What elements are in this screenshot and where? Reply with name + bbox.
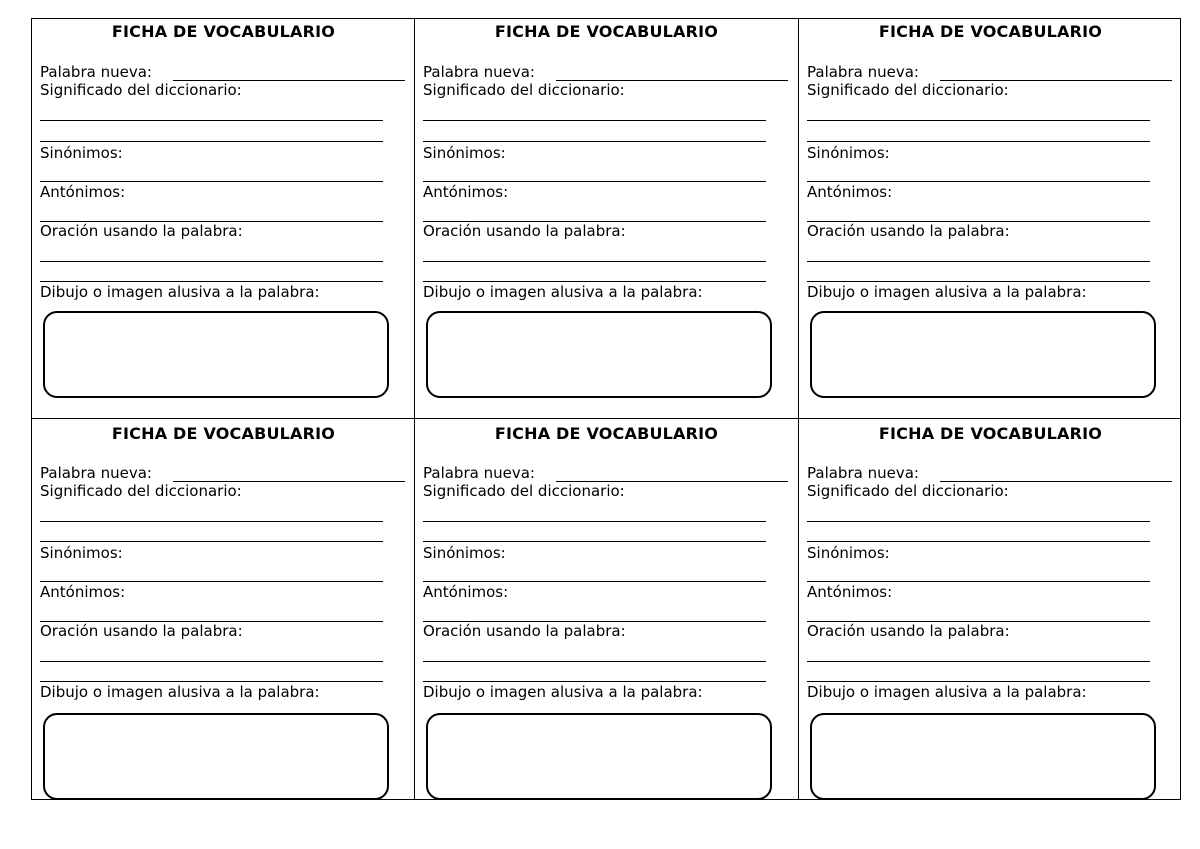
meaning-line-2[interactable] (807, 141, 1150, 142)
vocabulary-card (799, 19, 1180, 419)
dictionary-meaning-label: Significado del diccionario: (40, 81, 242, 99)
sentence-line-1[interactable] (40, 261, 383, 262)
meaning-line-1[interactable] (807, 521, 1150, 522)
vocabulary-sheet (31, 18, 1181, 800)
antonyms-label: Antónimos: (40, 583, 126, 601)
meaning-line-1[interactable] (423, 521, 766, 522)
synonyms-line[interactable] (40, 581, 383, 582)
card-title: FICHA DE VOCABULARIO (494, 22, 719, 41)
antonyms-label: Antónimos: (423, 183, 509, 201)
sentence-label: Oración usando la palabra: (40, 622, 243, 640)
card-title: FICHA DE VOCABULARIO (878, 22, 1103, 41)
sentence-line-2[interactable] (423, 681, 766, 682)
sentence-line-1[interactable] (423, 661, 766, 662)
drawing-label: Dibujo o imagen alusiva a la palabra: (807, 683, 1087, 701)
sentence-line-2[interactable] (423, 281, 766, 282)
drawing-label: Dibujo o imagen alusiva a la palabra: (807, 283, 1087, 301)
drawing-box[interactable] (426, 713, 772, 799)
sentence-label: Oración usando la palabra: (423, 622, 626, 640)
sentence-line-1[interactable] (40, 661, 383, 662)
synonyms-line[interactable] (423, 581, 766, 582)
card-title: FICHA DE VOCABULARIO (878, 424, 1103, 443)
drawing-box[interactable] (810, 713, 1156, 799)
meaning-line-1[interactable] (40, 521, 383, 522)
synonyms-line[interactable] (807, 581, 1150, 582)
dictionary-meaning-label: Significado del diccionario: (807, 81, 1009, 99)
drawing-box[interactable] (426, 311, 772, 398)
new-word-label: Palabra nueva: (40, 63, 152, 81)
sentence-line-2[interactable] (40, 681, 383, 682)
drawing-label: Dibujo o imagen alusiva a la palabra: (40, 283, 320, 301)
sentence-line-1[interactable] (807, 661, 1150, 662)
meaning-line-1[interactable] (423, 120, 766, 121)
synonyms-label: Sinónimos: (423, 144, 506, 162)
sentence-label: Oración usando la palabra: (807, 222, 1010, 240)
drawing-box[interactable] (43, 311, 389, 398)
new-word-label: Palabra nueva: (423, 63, 535, 81)
synonyms-line[interactable] (423, 181, 766, 182)
meaning-line-2[interactable] (423, 141, 766, 142)
synonyms-line[interactable] (40, 181, 383, 182)
antonyms-label: Antónimos: (807, 183, 893, 201)
synonyms-label: Sinónimos: (40, 144, 123, 162)
new-word-label: Palabra nueva: (807, 63, 919, 81)
sentence-label: Oración usando la palabra: (807, 622, 1010, 640)
new-word-label: Palabra nueva: (40, 464, 152, 482)
card-title: FICHA DE VOCABULARIO (111, 424, 336, 443)
sentence-label: Oración usando la palabra: (423, 222, 626, 240)
meaning-line-1[interactable] (40, 120, 383, 121)
meaning-line-2[interactable] (807, 541, 1150, 542)
meaning-line-2[interactable] (40, 141, 383, 142)
sentence-label: Oración usando la palabra: (40, 222, 243, 240)
card-title: FICHA DE VOCABULARIO (111, 22, 336, 41)
synonyms-label: Sinónimos: (807, 144, 890, 162)
meaning-line-2[interactable] (40, 541, 383, 542)
vocabulary-card (32, 419, 415, 799)
new-word-label: Palabra nueva: (423, 464, 535, 482)
dictionary-meaning-label: Significado del diccionario: (40, 482, 242, 500)
vocabulary-card (415, 419, 799, 799)
dictionary-meaning-label: Significado del diccionario: (423, 81, 625, 99)
drawing-label: Dibujo o imagen alusiva a la palabra: (423, 683, 703, 701)
drawing-label: Dibujo o imagen alusiva a la palabra: (40, 683, 320, 701)
vocabulary-card (32, 19, 415, 419)
meaning-line-1[interactable] (807, 120, 1150, 121)
antonyms-label: Antónimos: (807, 583, 893, 601)
synonyms-label: Sinónimos: (40, 544, 123, 562)
sentence-line-1[interactable] (807, 261, 1150, 262)
synonyms-line[interactable] (807, 181, 1150, 182)
antonyms-label: Antónimos: (40, 183, 126, 201)
vocabulary-card (415, 19, 799, 419)
drawing-box[interactable] (810, 311, 1156, 398)
sentence-line-2[interactable] (40, 281, 383, 282)
dictionary-meaning-label: Significado del diccionario: (423, 482, 625, 500)
synonyms-label: Sinónimos: (423, 544, 506, 562)
drawing-box[interactable] (43, 713, 389, 799)
card-title: FICHA DE VOCABULARIO (494, 424, 719, 443)
meaning-line-2[interactable] (423, 541, 766, 542)
sentence-line-1[interactable] (423, 261, 766, 262)
new-word-label: Palabra nueva: (807, 464, 919, 482)
drawing-label: Dibujo o imagen alusiva a la palabra: (423, 283, 703, 301)
vocabulary-card (799, 419, 1180, 799)
antonyms-label: Antónimos: (423, 583, 509, 601)
sentence-line-2[interactable] (807, 681, 1150, 682)
dictionary-meaning-label: Significado del diccionario: (807, 482, 1009, 500)
synonyms-label: Sinónimos: (807, 544, 890, 562)
sentence-line-2[interactable] (807, 281, 1150, 282)
